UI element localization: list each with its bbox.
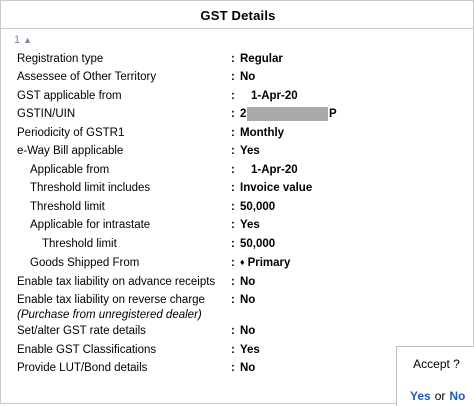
accept-no-button[interactable]: No (449, 389, 466, 403)
field-value[interactable]: Regular (240, 53, 283, 65)
field-label: Enable GST Classifications (17, 344, 157, 356)
field-gstin-uin[interactable] (1, 105, 474, 123)
accept-question: Accept ? (413, 357, 460, 371)
field-value[interactable]: 50,000 (240, 238, 276, 250)
field-eway-bill-applicable[interactable] (1, 142, 474, 160)
field-label: Periodicity of GSTR1 (17, 127, 125, 139)
field-threshold-limit[interactable] (1, 198, 474, 216)
separator: : (231, 108, 235, 120)
gstin-suffix[interactable]: P (329, 108, 337, 120)
field-label: Threshold limit includes (30, 182, 151, 194)
scroll-up-arrow-icon[interactable]: ▲ (23, 35, 33, 45)
field-sublabel: (Purchase from unregistered dealer) (17, 309, 202, 321)
field-label: Provide LUT/Bond details (17, 362, 148, 374)
separator: : (231, 325, 235, 337)
field-label: Threshold limit (42, 238, 117, 250)
field-value[interactable]: Monthly (240, 127, 285, 139)
separator: : (231, 238, 235, 250)
field-goods-shipped-from[interactable] (1, 254, 474, 272)
field-value[interactable] (240, 254, 290, 272)
separator: : (231, 164, 235, 176)
field-intrastate-threshold-limit[interactable] (1, 235, 474, 253)
field-label: GSTIN/UIN (17, 108, 76, 120)
field-value[interactable]: No (240, 362, 256, 374)
accept-options (410, 389, 465, 403)
accept-yes-button[interactable]: Yes (410, 389, 431, 403)
field-value[interactable]: No (240, 325, 256, 337)
field-tax-liability-reverse[interactable] (1, 291, 474, 325)
field-assessee-other-territory[interactable] (1, 68, 474, 86)
separator: : (231, 276, 235, 288)
field-label: e-Way Bill applicable (17, 145, 124, 157)
field-periodicity-gstr1[interactable] (1, 124, 474, 142)
field-value[interactable]: No (240, 276, 256, 288)
diamond-marker-icon: ♦ (240, 257, 245, 267)
field-value[interactable]: 50,000 (240, 201, 276, 213)
separator: : (231, 71, 235, 83)
field-set-alter-gst-rate[interactable] (1, 322, 474, 340)
title-divider (1, 28, 474, 29)
field-value[interactable]: 1-Apr-20 (251, 90, 298, 102)
separator: : (231, 362, 235, 374)
separator: : (231, 90, 235, 102)
field-label: Goods Shipped From (30, 257, 140, 269)
separator: : (231, 294, 235, 306)
accept-or-text: or (434, 389, 446, 403)
field-threshold-limit-includes[interactable] (1, 179, 474, 197)
separator: : (231, 201, 235, 213)
separator: : (231, 145, 235, 157)
field-applicable-intrastate[interactable] (1, 216, 474, 234)
field-value[interactable]: No (240, 71, 256, 83)
field-value[interactable]: Yes (240, 219, 260, 231)
field-label: Enable tax liability on reverse charge (17, 294, 205, 306)
accept-prompt (396, 346, 474, 406)
page-number: 1 (14, 34, 21, 46)
field-label: Threshold limit (30, 201, 105, 213)
field-label: Applicable from (30, 164, 110, 176)
field-registration-type[interactable] (1, 50, 474, 68)
field-gst-applicable-from[interactable] (1, 87, 474, 105)
field-label: Registration type (17, 53, 104, 65)
gstin-redacted-block (247, 107, 328, 121)
separator: : (231, 344, 235, 356)
gstin-prefix[interactable]: 2 (240, 108, 247, 120)
field-value[interactable]: Invoice value (240, 182, 313, 194)
separator: : (231, 182, 235, 194)
field-label: GST applicable from (17, 90, 122, 102)
field-value[interactable]: No (240, 294, 256, 306)
dialog-title: GST Details (200, 8, 276, 23)
separator: : (231, 53, 235, 65)
field-value[interactable]: Yes (240, 145, 260, 157)
field-value[interactable]: Yes (240, 344, 260, 356)
separator: : (231, 257, 235, 269)
page-indicator (14, 34, 32, 46)
separator: : (231, 219, 235, 231)
field-value[interactable]: 1-Apr-20 (251, 164, 298, 176)
separator: : (231, 127, 235, 139)
field-label: Enable tax liability on advance receipts (17, 276, 216, 288)
goods-shipped-value: Primary (247, 257, 291, 269)
field-label: Set/alter GST rate details (17, 325, 146, 337)
field-eway-applicable-from[interactable] (1, 161, 474, 179)
field-label: Assessee of Other Territory (17, 71, 157, 83)
field-tax-liability-advance[interactable] (1, 273, 474, 291)
field-label: Applicable for intrastate (30, 219, 151, 231)
